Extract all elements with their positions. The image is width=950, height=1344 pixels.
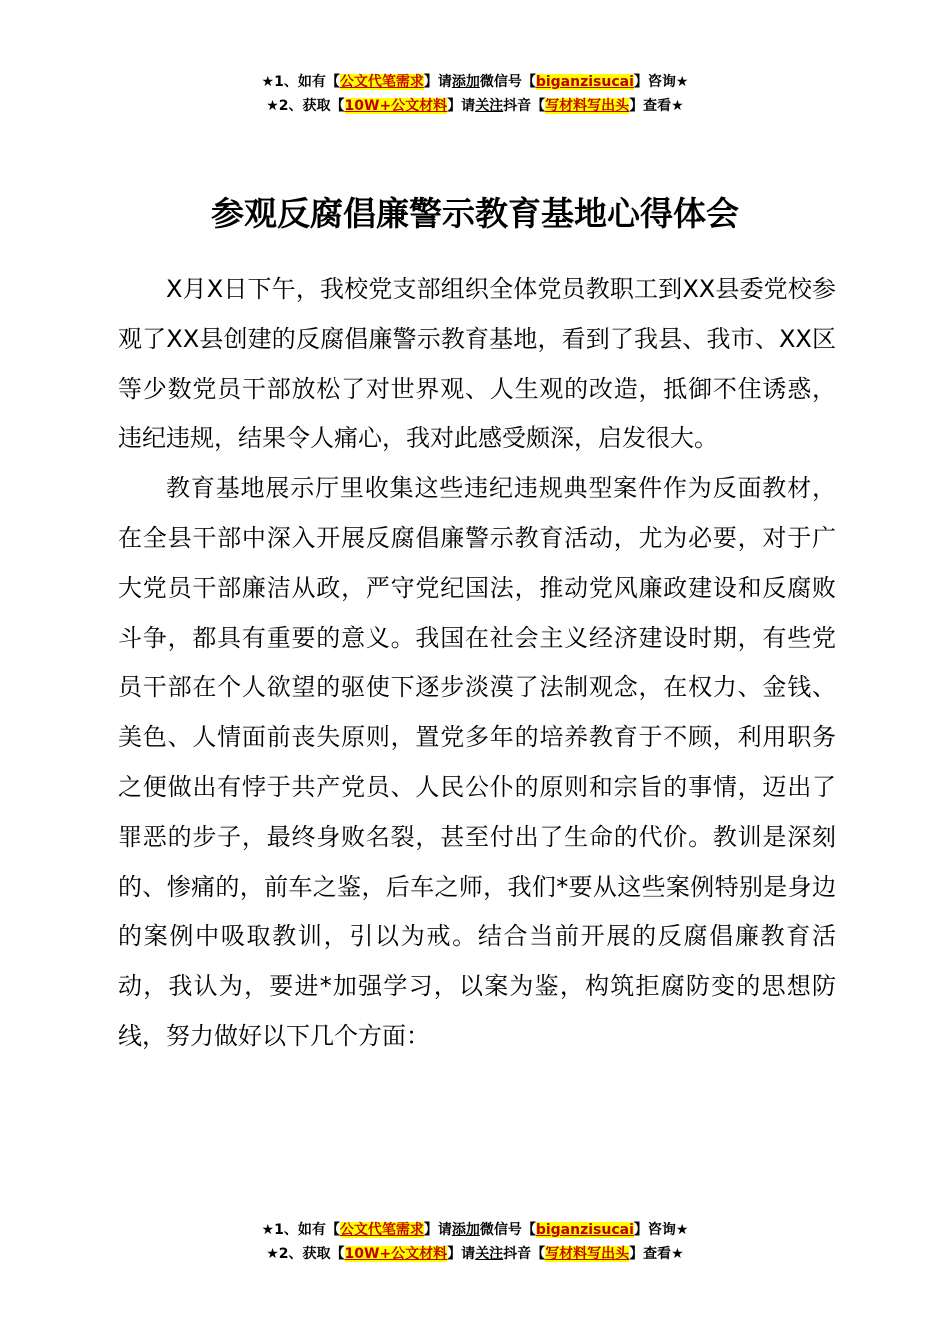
footer-ad-line-2-follow: 关注 — [475, 1246, 504, 1262]
body-paragraph-2: 教育基地展示厅里收集这些违纪违规典型案件作为反面教材，在全县干部中深入开展反腐倡廉警示教育活动，尤为必要，对于广大党员干部廉洁从政，严守党纪国法，推动党风廉政建设和反腐败斗争，都具有重要的意义。我国在社会主义经济建设时期，有些党员干部在个人欲望的驱使下逐步淡漠了法制观念，在权力、金钱、美色、人情面前丧失原则，置党多年的培养教育于不顾，利用职务之便做出有悖于共产党员、人民公仆的原则和宗旨的事情，迈出了罪恶的步子，最终身败名裂，甚至付出了生命的代价。教训是深刻的、惨痛的，前车之鉴，后车之师，我们*要从这些案例特别是身边的案例中吸取教训，引以为戒。结合当前开展的反腐倡廉教育活动，我认为，要进*加强学习，以案为鉴，构筑拒腐防变的思想防线，努力做好以下几个方面： — [118, 474, 836, 1050]
footer-ad-line-1-wechat-id: biganzisucai — [535, 1222, 634, 1238]
body-paragraph-1: X月X日下午，我校党支部组织全体党员教职工到XX县委党校参观了XX县创建的反腐倡廉警示教育基地，看到了我县、我市、XX区等少数党员干部放松了对世界观、人生观的改造，抵御不住诱惑，违纪违规，结果令人痛心，我对此感受颇深，启发很大。 — [118, 275, 836, 453]
header-ad-line-2-prefix: ★2、获取【 — [266, 98, 345, 114]
header-ad-line-2-follow: 关注 — [475, 98, 504, 114]
footer-ad-line-2 — [0, 1242, 950, 1266]
header-ad-line-1 — [0, 70, 950, 94]
header-ad-line-1-connector: 】请 — [423, 74, 452, 90]
footer-ad-line-1-connector: 】请 — [423, 1222, 452, 1238]
header-ad — [0, 70, 950, 118]
header-ad-line-2-highlight-materials: 10W+公文材料 — [344, 98, 448, 114]
footer-ad-line-2-douyin-id: 写材料写出头 — [545, 1246, 630, 1262]
footer-ad-line-1-prefix: ★1、如有【 — [261, 1222, 340, 1238]
footer-ad-line-1-add: 添加 — [451, 1222, 480, 1238]
document-body — [118, 265, 836, 1062]
document-title: 参观反腐倡廉警示教育基地心得体会 — [211, 194, 739, 233]
header-ad-line-2-suffix: 】查看★ — [629, 98, 684, 114]
footer-ad-line-1-suffix: 】咨询★ — [633, 1222, 689, 1238]
footer-ad-line-2-highlight-materials: 10W+公文材料 — [344, 1246, 448, 1262]
footer-ad-line-2-douyin-label: 抖音【 — [503, 1246, 546, 1262]
footer-ad-line-2-suffix: 】查看★ — [629, 1246, 684, 1262]
header-ad-line-2-douyin-label: 抖音【 — [503, 98, 546, 114]
footer-ad-line-1-wechat-label: 微信号【 — [479, 1222, 536, 1238]
footer-ad-line-1-highlight-service: 公文代笔需求 — [339, 1222, 424, 1238]
header-ad-line-1-add: 添加 — [451, 74, 480, 90]
footer-ad — [0, 1218, 950, 1266]
footer-ad-line-2-prefix: ★2、获取【 — [266, 1246, 345, 1262]
header-ad-line-2-connector: 】请 — [447, 98, 476, 114]
header-ad-line-1-suffix: 】咨询★ — [633, 74, 689, 90]
footer-ad-line-1 — [0, 1218, 950, 1242]
header-ad-line-1-highlight-service: 公文代笔需求 — [339, 74, 424, 90]
footer-ad-line-2-connector: 】请 — [447, 1246, 476, 1262]
header-ad-line-1-prefix: ★1、如有【 — [261, 74, 340, 90]
header-ad-line-1-wechat-id: biganzisucai — [535, 74, 634, 90]
header-ad-line-2 — [0, 94, 950, 118]
header-ad-line-1-wechat-label: 微信号【 — [479, 74, 536, 90]
header-ad-line-2-douyin-id: 写材料写出头 — [545, 98, 630, 114]
